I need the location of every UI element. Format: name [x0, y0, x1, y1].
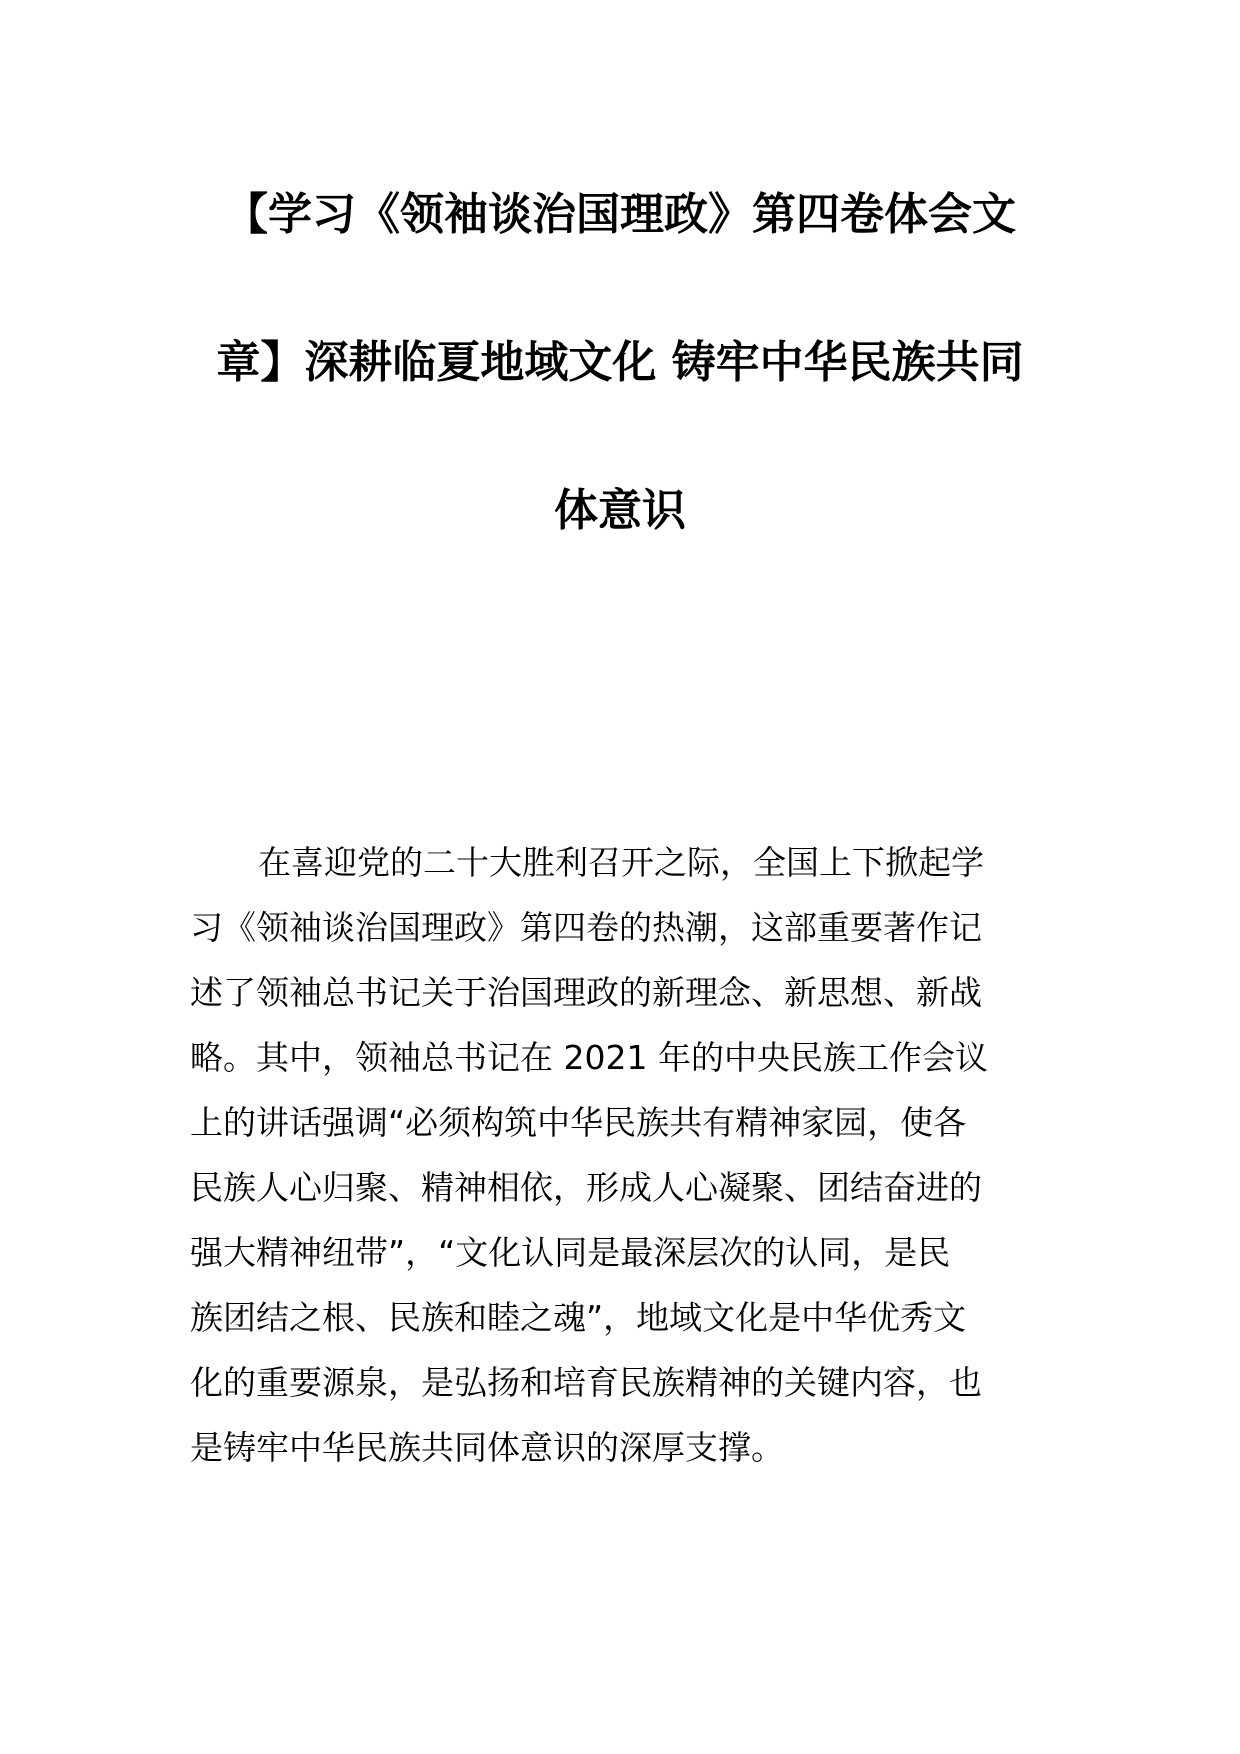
paragraph-line-6: 民族人心归聚、精神相依，形成人心凝聚、团结奋进的: [190, 1168, 982, 1207]
title-line-1: 【学习《领袖谈治国理政》第四卷体会文: [224, 189, 1016, 240]
body-paragraph: [190, 830, 1058, 1480]
document-title: [190, 185, 1050, 629]
paragraph-line-2: 习《领袖谈治国理政》第四卷的热潮，这部重要著作记: [190, 908, 982, 947]
paragraph-line-1: 在喜迎党的二十大胜利召开之际，全国上下掀起学: [258, 843, 984, 882]
paragraph-line-4: 略。其中，领袖总书记在 2021 年的中央民族工作会议: [190, 1038, 988, 1077]
title-line-3: 体意识: [554, 485, 686, 536]
title-line-2: 章】深耕临夏地域文化 铸牢中华民族共同: [216, 337, 1024, 388]
paragraph-line-8: 族团结之根、民族和睦之魂”，地域文化是中华优秀文: [190, 1298, 967, 1337]
paragraph-line-5: 上的讲话强调“必须构筑中华民族共有精神家园，使各: [190, 1103, 967, 1142]
paragraph-line-9: 化的重要源泉，是弘扬和培育民族精神的关键内容，也: [190, 1363, 982, 1402]
paragraph-line-10: 是铸牢中华民族共同体意识的深厚支撑。: [190, 1428, 784, 1467]
paragraph-line-7: 强大精神纽带”，“文化认同是最深层次的认同，是民: [190, 1233, 951, 1272]
paragraph-line-3: 述了领袖总书记关于治国理政的新理念、新思想、新战: [190, 973, 982, 1012]
